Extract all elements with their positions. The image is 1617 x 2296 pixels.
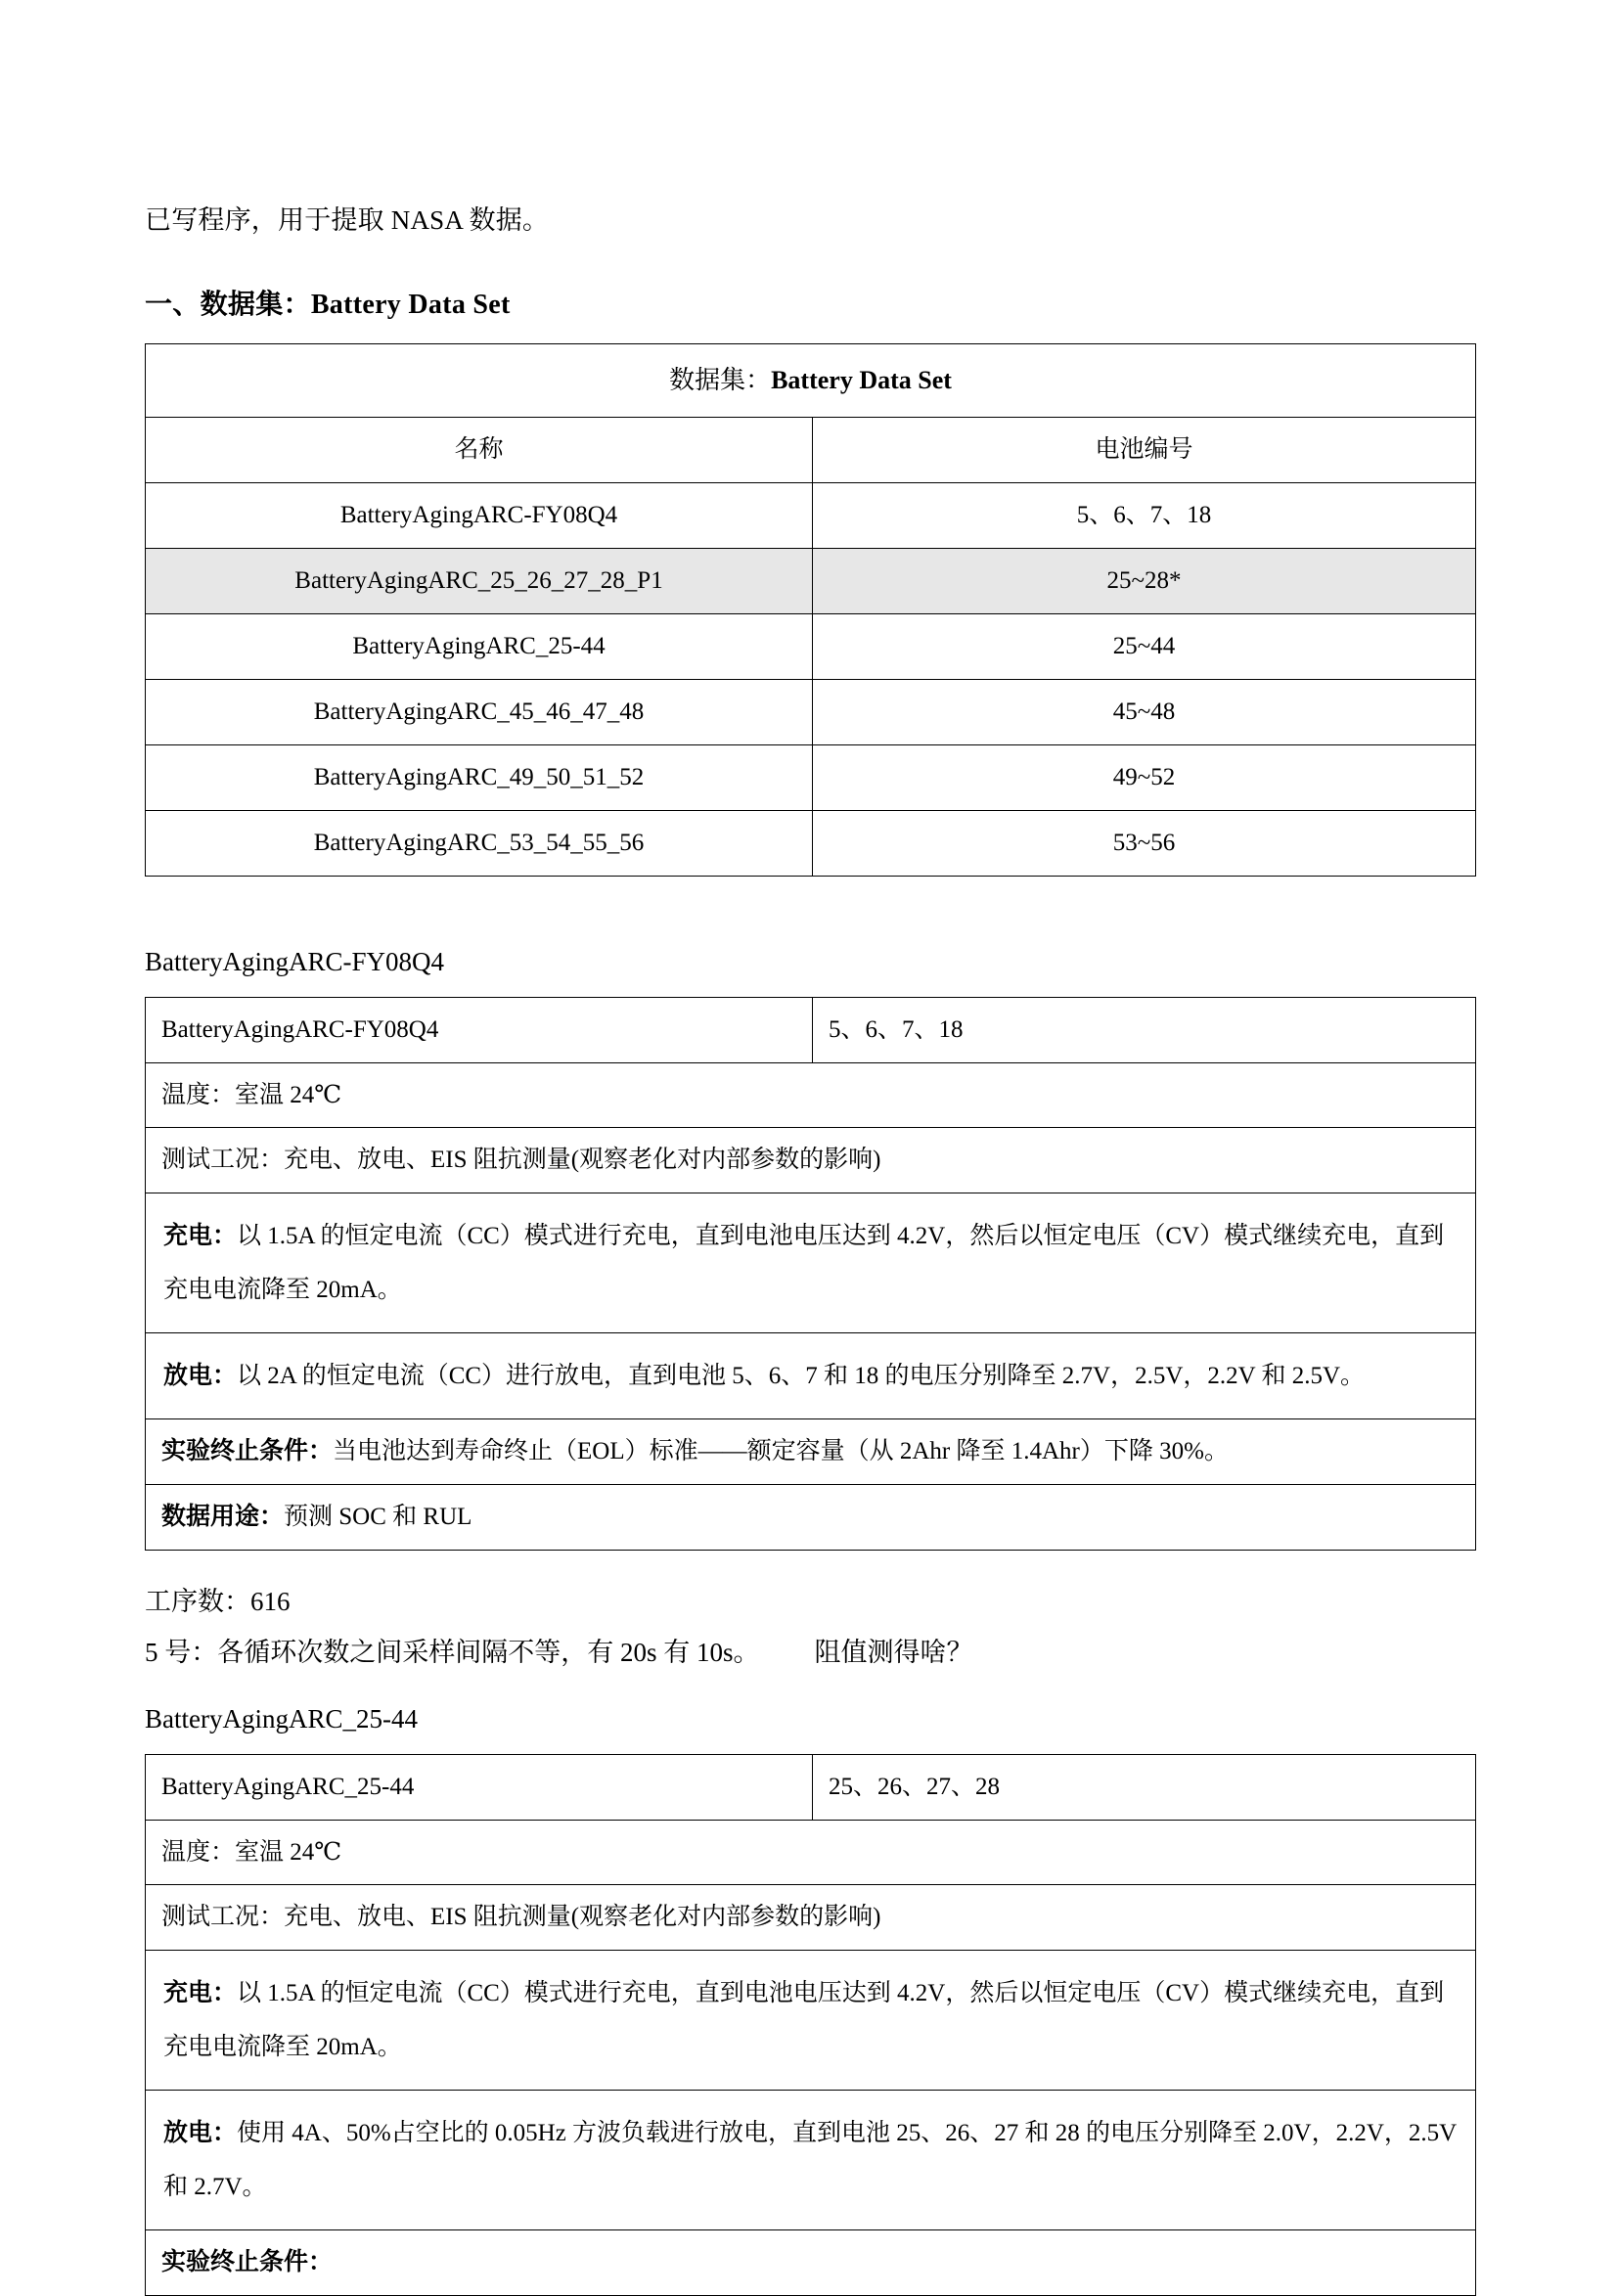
section-heading-title: Battery Data Set (310, 290, 511, 321)
dataset-name-cell: BatteryAgingARC-FY08Q4 (146, 482, 813, 548)
table-row-header (146, 417, 1476, 482)
stop-condition-label: 实验终止条件： (161, 1438, 334, 1465)
table-row (146, 679, 1476, 744)
temperature-value: 室温 24℃ (235, 1081, 342, 1108)
process-count-line (145, 1576, 1472, 1628)
sampling-note-question: 阻值测得啥？ (814, 1638, 973, 1668)
condition-cell (146, 1128, 1476, 1193)
temperature-cell (146, 1820, 1476, 1885)
discharge-label: 放电： (163, 1363, 238, 1390)
dataset-battery-id-cell: 49~52 (813, 744, 1476, 810)
charge-cell (146, 1951, 1476, 2091)
table-row-discharge (146, 2091, 1476, 2230)
table-row (146, 810, 1476, 876)
temperature-label: 温度： (161, 1838, 236, 1866)
table-row-charge (146, 1951, 1476, 2091)
column-header-battery-id: 电池编号 (813, 417, 1476, 482)
charge-label: 充电： (163, 1980, 238, 2007)
discharge-value: 以 2A 的恒定电流（CC）进行放电，直到电池 5、6、7 和 18 的电压分别降至 2.7V，2.5V，2.2V 和 2.5V。 (237, 1363, 1366, 1390)
column-header-name: 名称 (146, 417, 813, 482)
table-row (146, 613, 1476, 679)
dataset-battery-id-cell: 25~44 (813, 613, 1476, 679)
table-row-discharge (146, 1333, 1476, 1419)
section-heading-prefix: 一、数据集： (145, 290, 311, 321)
sampling-note-text: 5 号：各循环次数之间采样间隔不等，有 20s 有 10s。 (145, 1638, 760, 1668)
spacer (145, 877, 1472, 947)
table-row (146, 744, 1476, 810)
dataset-name-cell: BatteryAgingARC_49_50_51_52 (146, 744, 813, 810)
table-row-usage (146, 1484, 1476, 1550)
sub-heading-detail2: BatteryAgingARC_25-44 (145, 1703, 418, 1733)
dataset-name-cell: BatteryAgingARC_25_26_27_28_P1 (146, 548, 813, 613)
dataset-battery-id-cell: 25~28* (813, 548, 1476, 613)
table-row-title (146, 344, 1476, 418)
section-heading-dataset (145, 283, 1472, 322)
discharge-value: 使用 4A、50%占空比的 0.05Hz 方波负载进行放电，直到电池 25、26、27 和 28 的电压分别降至 2.0V，2.2V，2.5V 和 2.7V。 (163, 2120, 1457, 2201)
table-row (146, 482, 1476, 548)
table-row-condition (146, 1128, 1476, 1193)
detail-battery-id-cell: 5、6、7、18 (813, 997, 1476, 1062)
usage-label: 数据用途： (161, 1503, 285, 1530)
temperature-cell (146, 1062, 1476, 1128)
dataset-name-cell: BatteryAgingARC_45_46_47_48 (146, 679, 813, 744)
table-row-name (146, 1754, 1476, 1820)
discharge-label: 放电： (163, 2120, 238, 2147)
usage-value: 预测 SOC 和 RUL (284, 1503, 472, 1530)
table-row-stop-condition (146, 1419, 1476, 1485)
sampling-note-line (145, 1627, 1472, 1679)
dataset-name-cell: BatteryAgingARC_53_54_55_56 (146, 810, 813, 876)
spacer (145, 1551, 1472, 1576)
charge-value: 以 1.5A 的恒定电流（CC）模式进行充电，直到电池电压达到 4.2V，然后以恒定电压（CV）模式继续充电，直到充电电流降至 20mA。 (163, 1223, 1445, 1304)
dataset-table (145, 343, 1476, 877)
charge-cell (146, 1193, 1476, 1333)
table-row (146, 548, 1476, 613)
table-row-stop-condition (146, 2230, 1476, 2296)
process-count-label: 工序数： (145, 1586, 250, 1616)
dataset-battery-id-cell: 53~56 (813, 810, 1476, 876)
detail-name-cell: BatteryAgingARC-FY08Q4 (146, 997, 813, 1062)
discharge-cell (146, 2091, 1476, 2230)
detail-table-25-44 (145, 1754, 1476, 2296)
detail-table-fy08q4 (145, 997, 1476, 1551)
spacer (145, 1679, 1472, 1704)
dataset-battery-id-cell: 5、6、7、18 (813, 482, 1476, 548)
detail-name-cell: BatteryAgingARC_25-44 (146, 1754, 813, 1820)
charge-value: 以 1.5A 的恒定电流（CC）模式进行充电，直到电池电压达到 4.2V，然后以恒定电压（CV）模式继续充电，直到充电电流降至 20mA。 (163, 1980, 1445, 2061)
table-row-condition (146, 1885, 1476, 1951)
process-count-value: 616 (250, 1586, 291, 1616)
intro-paragraph: 已写程序，用于提取 NASA 数据。 (145, 205, 550, 235)
dataset-table-title-name: Battery Data Set (771, 366, 952, 395)
condition-value: 充电、放电、EIS 阻抗测量(观察老化对内部参数的影响) (284, 1904, 881, 1931)
detail-battery-id-cell: 25、26、27、28 (813, 1754, 1476, 1820)
temperature-label: 温度： (161, 1081, 236, 1108)
usage-cell (146, 1484, 1476, 1550)
table-row-name (146, 997, 1476, 1062)
dataset-battery-id-cell: 45~48 (813, 679, 1476, 744)
table-row-temperature (146, 1062, 1476, 1128)
condition-value: 充电、放电、EIS 阻抗测量(观察老化对内部参数的影响) (284, 1147, 881, 1174)
condition-label: 测试工况： (161, 1147, 285, 1174)
stop-condition-value: 当电池达到寿命终止（EOL）标准——额定容量（从 2Ahr 降至 1.4Ahr）下降 30%。 (333, 1438, 1229, 1465)
table-row-temperature (146, 1820, 1476, 1885)
dataset-table-title-prefix: 数据集： (669, 366, 772, 395)
condition-label: 测试工况： (161, 1904, 285, 1931)
stop-condition-cell (146, 2230, 1476, 2296)
stop-condition-cell (146, 1419, 1476, 1485)
stop-condition-label: 实验终止条件： (161, 2249, 334, 2276)
temperature-value: 室温 24℃ (235, 1838, 342, 1866)
table-row-charge (146, 1193, 1476, 1333)
condition-cell (146, 1885, 1476, 1951)
discharge-cell (146, 1333, 1476, 1419)
sub-heading-detail1: BatteryAgingARC-FY08Q4 (145, 946, 444, 976)
dataset-table-title-cell (146, 344, 1476, 418)
charge-label: 充电： (163, 1223, 238, 1250)
dataset-name-cell: BatteryAgingARC_25-44 (146, 613, 813, 679)
